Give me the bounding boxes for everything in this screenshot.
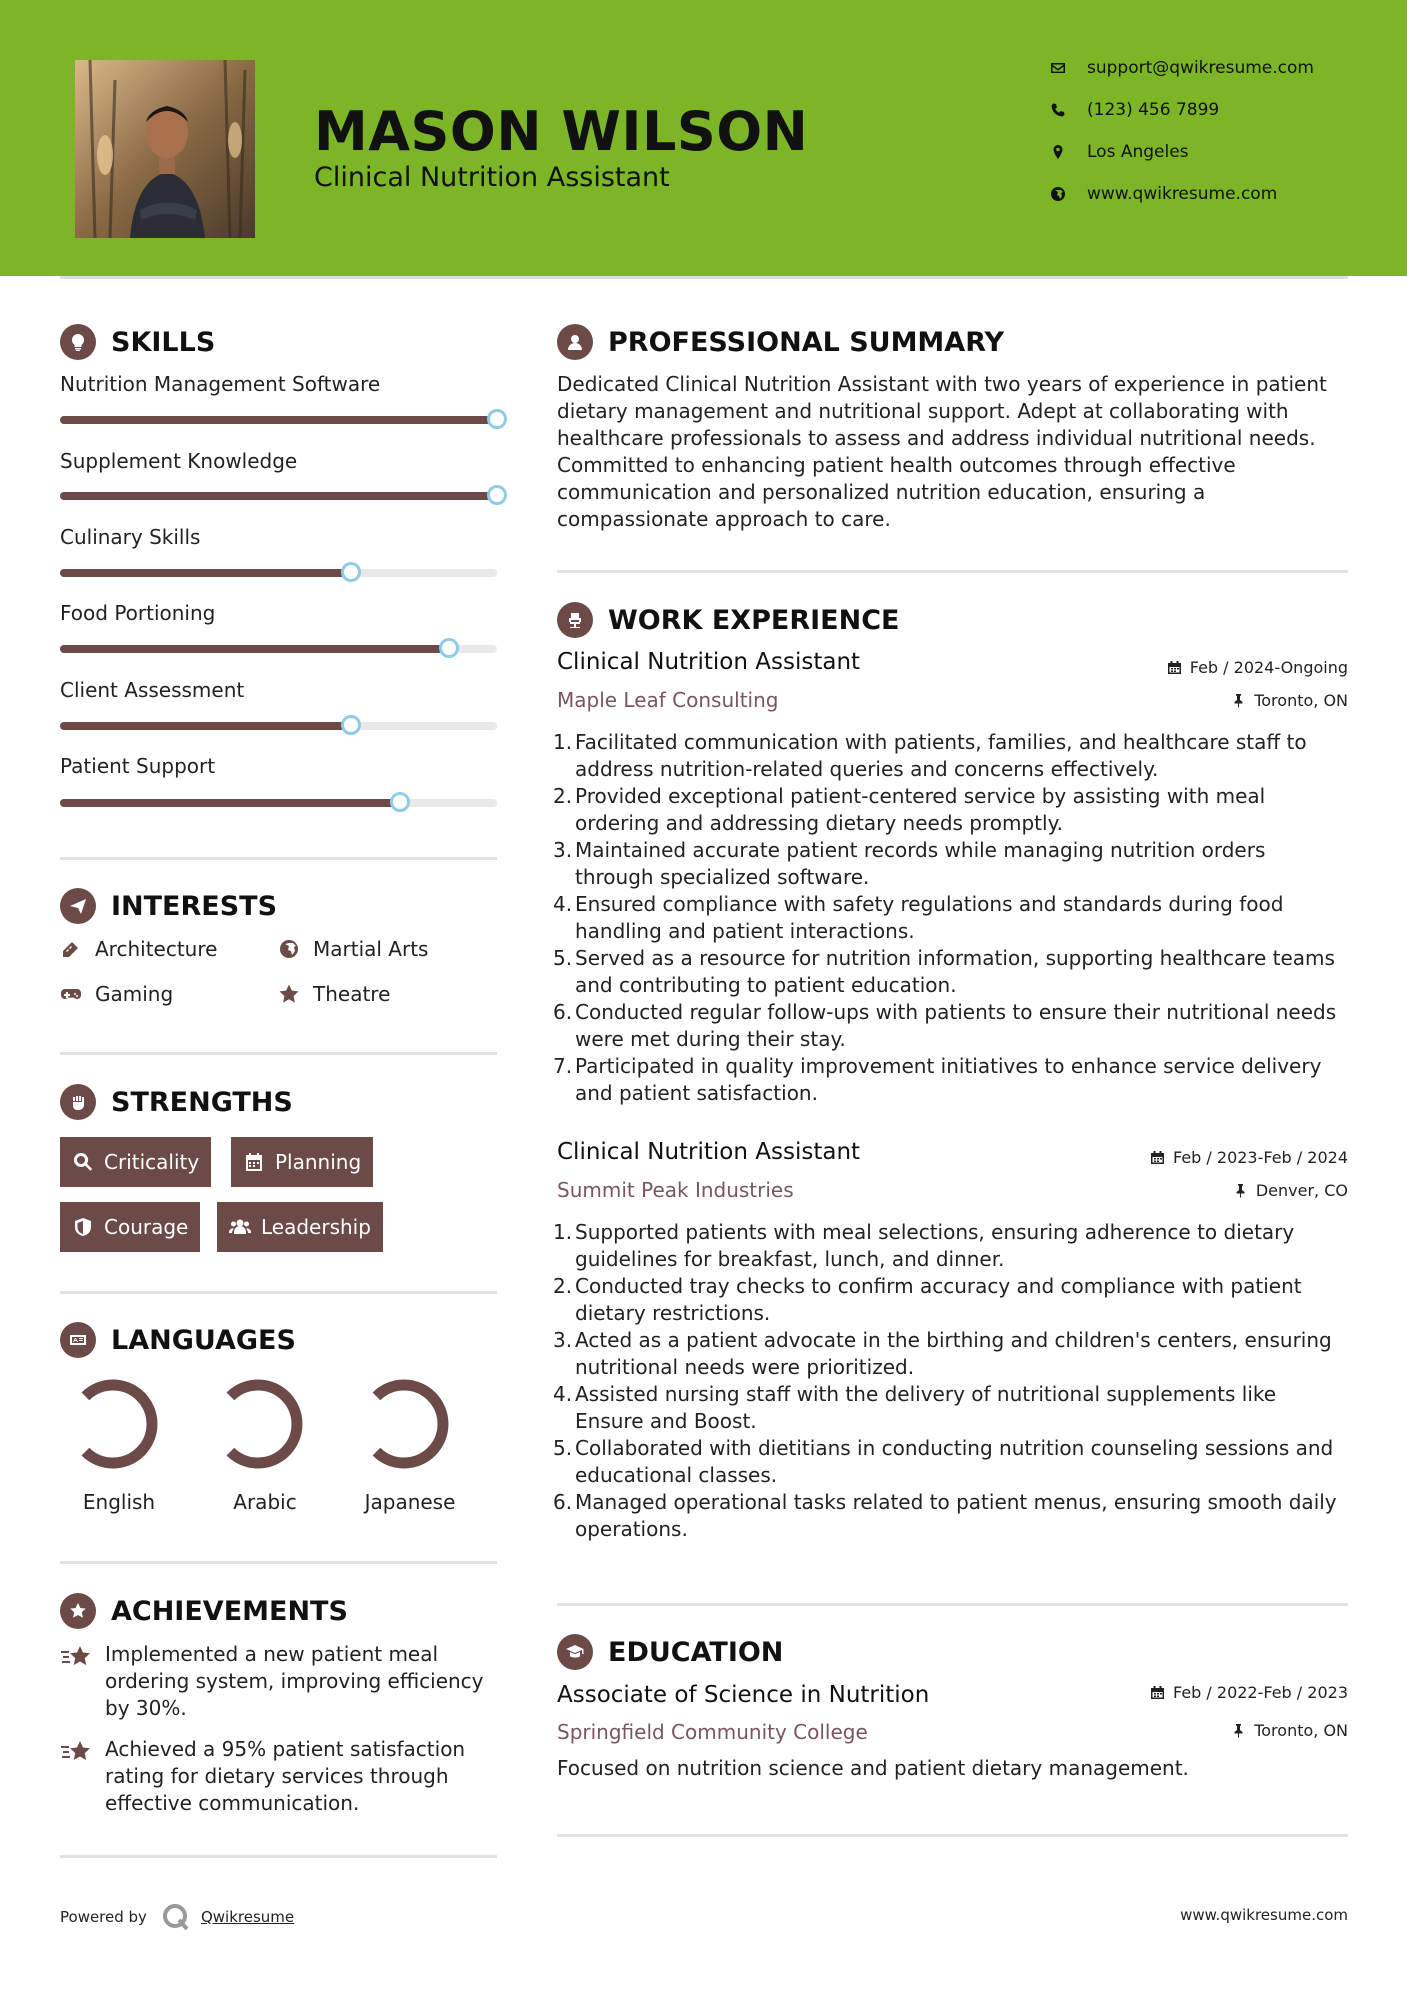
powered-by-text: Powered by (60, 1908, 147, 1926)
graduate-icon (557, 1634, 593, 1670)
job-location-text: Toronto, ON (1254, 691, 1348, 710)
responsibility-item (553, 1327, 1348, 1381)
education-location (1231, 1721, 1348, 1740)
language-ring (357, 1377, 451, 1471)
responsibility-number: 5. (553, 946, 573, 970)
header-banner (0, 0, 1407, 276)
strength-label: Leadership (261, 1215, 371, 1239)
calendar-icon (1167, 660, 1182, 675)
responsibility-text: Conducted tray checks to confirm accuracy and compliance with patient dietary restrictions. (575, 1274, 1302, 1325)
job-company: Maple Leaf Consulting (557, 688, 779, 712)
interest-item (278, 982, 390, 1006)
responsibility-text: Provided exceptional patient-centered service by assisting with meal ordering and addressing dietary needs promptly. (575, 784, 1266, 835)
strength-label: Courage (104, 1215, 189, 1239)
skill-bar-fill (60, 416, 497, 424)
gamepad-icon (60, 983, 82, 1005)
responsibility-number: 7. (553, 1054, 573, 1078)
users-icon (229, 1216, 251, 1238)
responsibility-item (553, 999, 1348, 1053)
skill-bar[interactable] (60, 416, 497, 424)
responsibility-text: Facilitated communication with patients, families, and healthcare staff to address nutrition-related queries and concerns effectively. (575, 730, 1307, 781)
language-card-icon (60, 1322, 96, 1358)
paper-plane-icon (60, 888, 96, 924)
contact-phone[interactable] (1050, 100, 1370, 120)
footer-url[interactable]: www.qwikresume.com (1180, 1906, 1348, 1924)
strength-chip (217, 1202, 383, 1252)
globe-icon (1050, 186, 1087, 202)
achievement-item (60, 1736, 500, 1817)
interest-label: Architecture (95, 937, 218, 961)
job-role: Clinical Nutrition Assistant (557, 649, 861, 675)
star-burst-icon (60, 1643, 94, 1671)
job-responsibilities (553, 1219, 1348, 1543)
responsibility-number: 4. (553, 892, 573, 916)
strengths-heading (60, 1084, 293, 1120)
contact-website[interactable] (1050, 184, 1370, 204)
strength-chip (60, 1137, 211, 1187)
experience-heading-text: WORK EXPERIENCE (608, 604, 900, 636)
skill-bar-fill (60, 722, 351, 730)
responsibility-item (553, 1219, 1348, 1273)
skill-bar-fill (60, 569, 351, 577)
responsibility-text: Ensured compliance with safety regulations and standards during food handling and patient interactions. (575, 892, 1284, 943)
skills-heading (60, 324, 215, 360)
skill-bar[interactable] (60, 645, 497, 653)
summary-heading-text: PROFESSIONAL SUMMARY (608, 326, 1005, 358)
skill-bar-fill (60, 799, 400, 807)
interests-heading-text: INTERESTS (111, 890, 278, 922)
responsibility-item (553, 1381, 1348, 1435)
qwikresume-link[interactable]: Qwikresume (200, 1908, 295, 1926)
skill-bar[interactable] (60, 799, 497, 807)
contact-website-text: www.qwikresume.com (1087, 184, 1278, 204)
skill-bar-knob[interactable] (341, 562, 361, 582)
languages-heading-text: LANGUAGES (111, 1324, 296, 1356)
map-marker-icon (1050, 144, 1087, 160)
summary-heading (557, 324, 1004, 360)
responsibility-item (553, 837, 1348, 891)
job-location (1231, 691, 1348, 710)
education-dates-text: Feb / 2022-Feb / 2023 (1173, 1683, 1348, 1702)
star-badge-icon (60, 1593, 96, 1629)
section-divider (557, 1834, 1348, 1837)
skill-bar-fill (60, 645, 449, 653)
strength-chip (231, 1137, 373, 1187)
interest-label: Theatre (313, 982, 391, 1006)
education-degree: Associate of Science in Nutrition (557, 1682, 930, 1708)
language-label: English (82, 1490, 156, 1514)
search-icon (72, 1151, 94, 1173)
phone-icon (1050, 102, 1087, 118)
strength-chip (60, 1202, 200, 1252)
section-divider (557, 570, 1348, 573)
responsibility-text: Assisted nursing staff with the delivery of nutritional supplements like Ensure and Boost. (575, 1382, 1277, 1433)
skill-bar-knob[interactable] (487, 485, 507, 505)
star-burst-icon (60, 1738, 94, 1766)
responsibility-item (553, 1489, 1348, 1543)
skill-bar[interactable] (60, 492, 497, 500)
achievement-item (60, 1641, 500, 1722)
skill-label: Culinary Skills (60, 525, 201, 549)
responsibility-item (553, 783, 1348, 837)
star-icon (278, 983, 300, 1005)
skill-bar[interactable] (60, 569, 497, 577)
skill-bar-knob[interactable] (439, 638, 459, 658)
responsibility-item (553, 729, 1348, 783)
header-divider (60, 276, 1348, 279)
job-company: Summit Peak Industries (557, 1178, 794, 1202)
skill-bar-fill (60, 492, 497, 500)
skill-label: Supplement Knowledge (60, 449, 298, 473)
summary-text: Dedicated Clinical Nutrition Assistant with two years of experience in patient dietary management and nutritional support. Adept at collaborating with healthcare professionals to assess and address individual nutritional needs. Committed to enhancing patient health outcomes through effective communication and personalized nutrition education, ensuring a compassionate approach to care. (557, 372, 1327, 531)
responsibility-number: 2. (553, 1274, 573, 1298)
language-label: Japanese (364, 1490, 456, 1514)
responsibility-item (553, 1053, 1348, 1107)
strengths-heading-text: STRENGTHS (111, 1086, 293, 1118)
job-location-text: Denver, CO (1255, 1181, 1348, 1200)
responsibility-text: Acted as a patient advocate in the birthing and children's centers, ensuring nutritional needs were prioritized. (575, 1328, 1332, 1379)
calendar-icon (1150, 1685, 1165, 1700)
job-dates-text: Feb / 2024-Ongoing (1189, 658, 1348, 677)
job-dates (1167, 658, 1348, 677)
interests-heading (60, 888, 277, 924)
contact-location-text: Los Angeles (1087, 142, 1189, 162)
education-description: Focused on nutrition science and patient dietary management. (557, 1756, 1189, 1780)
qwikresume-logo-icon (161, 1902, 191, 1932)
contact-email[interactable] (1050, 58, 1370, 78)
achievement-text: Implemented a new patient meal ordering system, improving efficiency by 30%. (105, 1642, 484, 1720)
language-ring (66, 1377, 160, 1471)
achievement-text: Achieved a 95% patient satisfaction rating for dietary services through effective communication. (105, 1737, 466, 1815)
responsibility-number: 3. (553, 1328, 573, 1352)
contact-email-text: support@qwikresume.com (1087, 58, 1314, 78)
achievements-heading-text: ACHIEVEMENTS (111, 1595, 348, 1627)
interest-item (60, 982, 173, 1006)
section-divider (60, 1052, 497, 1055)
education-heading-text: EDUCATION (608, 1636, 784, 1668)
interest-label: Martial Arts (313, 937, 429, 961)
responsibility-number: 2. (553, 784, 573, 808)
candidate-name: MASON WILSON (314, 100, 809, 163)
skill-label: Client Assessment (60, 678, 245, 702)
section-divider (60, 1561, 497, 1564)
interest-item (60, 937, 217, 961)
responsibility-text: Collaborated with dietitians in conducting nutrition counseling sessions and educational classes. (575, 1436, 1334, 1487)
pencil-ruler-icon (60, 938, 82, 960)
skill-bar-knob[interactable] (390, 792, 410, 812)
skills-heading-text: SKILLS (111, 326, 216, 358)
responsibility-number: 4. (553, 1382, 573, 1406)
contact-location (1050, 142, 1370, 162)
responsibility-text: Served as a resource for nutrition information, supporting healthcare teams and contributing to patient education. (575, 946, 1335, 997)
language-ring (211, 1377, 305, 1471)
candidate-title: Clinical Nutrition Assistant (314, 162, 670, 193)
job-location (1233, 1181, 1348, 1200)
education-school: Springfield Community College (557, 1720, 868, 1744)
job-dates (1150, 1148, 1348, 1167)
office-chair-icon (557, 602, 593, 638)
job-dates-text: Feb / 2023-Feb / 2024 (1173, 1148, 1348, 1167)
interest-item (278, 937, 428, 961)
section-divider (60, 1855, 497, 1858)
responsibility-text: Participated in quality improvement initiatives to enhance service delivery and patient satisfaction. (575, 1054, 1322, 1105)
lightbulb-icon (60, 324, 96, 360)
responsibility-item (553, 1273, 1348, 1327)
responsibility-number: 3. (553, 838, 573, 862)
responsibility-number: 5. (553, 1436, 573, 1460)
skill-bar[interactable] (60, 722, 497, 730)
strength-label: Criticality (104, 1150, 200, 1174)
responsibility-item (553, 1435, 1348, 1489)
responsibility-text: Supported patients with meal selections, ensuring adherence to dietary guidelines for breakfast, lunch, and dinner. (575, 1220, 1295, 1271)
responsibility-text: Conducted regular follow-ups with patients to ensure their nutritional needs were met during their stay. (575, 1000, 1337, 1051)
responsibility-item (553, 891, 1348, 945)
education-dates (1150, 1683, 1348, 1702)
pushpin-icon (1233, 1183, 1248, 1198)
languages-heading (60, 1322, 296, 1358)
skill-label: Nutrition Management Software (60, 372, 381, 396)
interest-label: Gaming (95, 982, 174, 1006)
responsibility-number: 6. (553, 1000, 573, 1024)
achievements-heading (60, 1593, 348, 1629)
skill-label: Patient Support (60, 754, 216, 778)
section-divider (60, 857, 497, 860)
contact-phone-text: (123) 456 7899 (1087, 100, 1220, 120)
envelope-icon (1050, 60, 1087, 76)
language-label: Arabic (233, 1490, 297, 1514)
experience-heading (557, 602, 899, 638)
responsibility-number: 1. (553, 730, 573, 754)
job-role: Clinical Nutrition Assistant (557, 1139, 861, 1165)
shield-icon (72, 1216, 94, 1238)
globe-icon (278, 938, 300, 960)
pushpin-icon (1231, 693, 1246, 708)
user-icon (557, 324, 593, 360)
skill-bar-knob[interactable] (487, 409, 507, 429)
education-location-text: Toronto, ON (1254, 1721, 1348, 1740)
calendar-icon (243, 1151, 265, 1173)
responsibility-text: Maintained accurate patient records while managing nutrition orders through specialized software. (575, 838, 1266, 889)
strength-label: Planning (275, 1150, 362, 1174)
responsibility-text: Managed operational tasks related to patient menus, ensuring smooth daily operations. (575, 1490, 1337, 1541)
calendar-icon (1150, 1150, 1165, 1165)
responsibility-number: 1. (553, 1220, 573, 1244)
fist-icon (60, 1084, 96, 1120)
profile-photo (75, 60, 255, 238)
responsibility-number: 6. (553, 1490, 573, 1514)
job-responsibilities (553, 729, 1348, 1107)
responsibility-item (553, 945, 1348, 999)
skill-label: Food Portioning (60, 601, 216, 625)
section-divider (60, 1291, 497, 1294)
footer-powered-by (60, 1902, 294, 1932)
section-divider (557, 1603, 1348, 1606)
education-heading (557, 1634, 783, 1670)
pushpin-icon (1231, 1723, 1246, 1738)
skill-bar-knob[interactable] (341, 715, 361, 735)
